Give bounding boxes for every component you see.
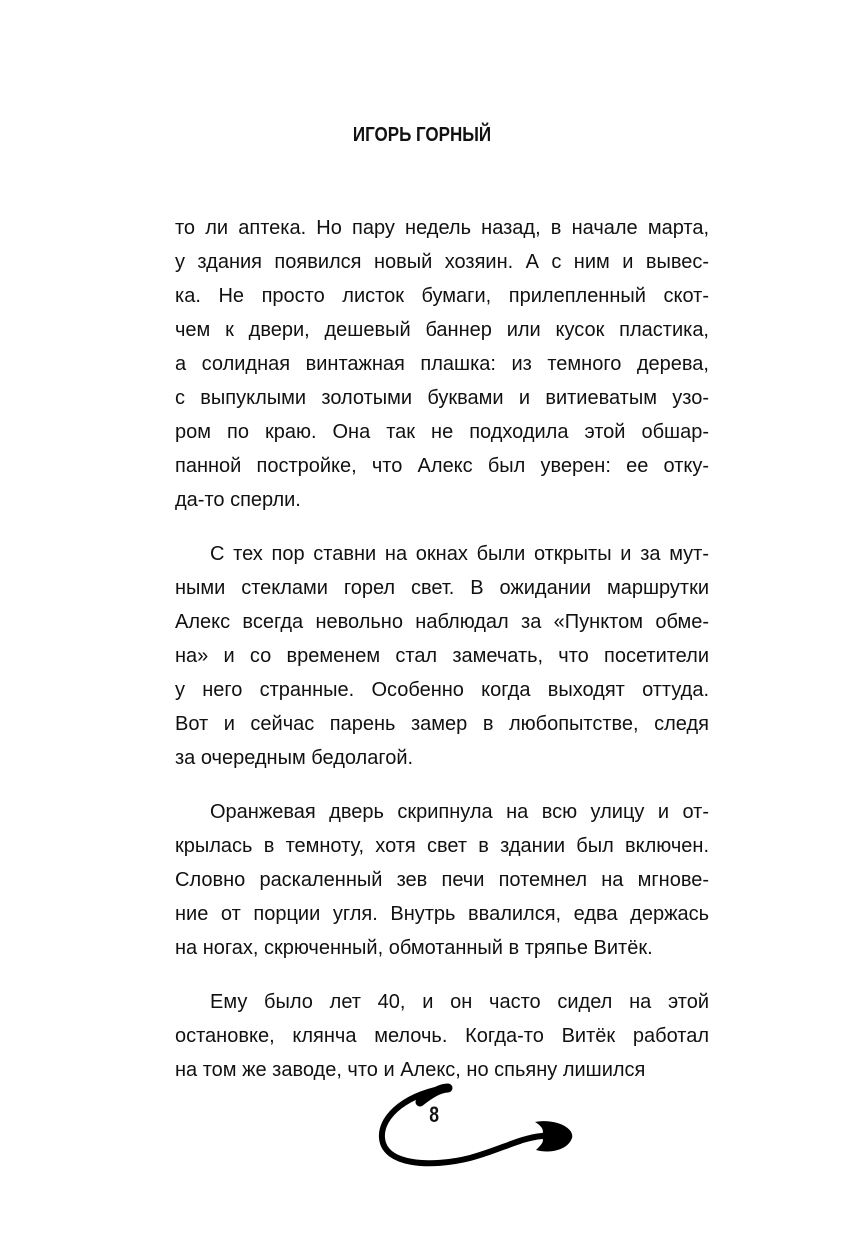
- text-line: ными стеклами горел свет. В ожидании маршрутки: [175, 577, 709, 599]
- paragraph: [175, 211, 709, 517]
- paragraph: [175, 537, 709, 775]
- text-line: панной постройке, что Алекс был уверен: ее отку-: [175, 455, 709, 477]
- paragraph: [175, 795, 709, 965]
- text-line: ром по краю. Она так не подходила этой обшар-: [175, 421, 709, 443]
- text-line: Словно раскаленный зев печи потемнел на мгнове-: [175, 869, 709, 891]
- body-text: [175, 211, 709, 1087]
- text-line: да-то сперли.: [175, 489, 301, 511]
- text-line: на том же заводе, что и Алекс, но спьяну лишился: [175, 1059, 646, 1081]
- text-line: на ногах, скрюченный, обмотанный в тряпье Витёк.: [175, 937, 653, 959]
- text-line: на» и со временем стал замечать, что посетители: [175, 645, 709, 667]
- text-line: ка. Не просто листок бумаги, прилепленный скот-: [175, 285, 709, 307]
- text-line: у здания появился новый хозяин. А с ним и вывес-: [175, 251, 709, 273]
- text-line: у него странные. Особенно когда выходят оттуда.: [175, 679, 709, 701]
- text-line: за очередным бедолагой.: [175, 747, 414, 769]
- text-line: Вот и сейчас парень замер в любопытстве, следя: [175, 713, 709, 735]
- text-line: остановке, клянча мелочь. Когда-то Витёк работал: [175, 1025, 709, 1047]
- text-line: а солидная винтажная плашка: из темного дерева,: [175, 353, 709, 375]
- page-number: 8: [429, 1102, 440, 1127]
- text-line: С тех пор ставни на окнах были открыты и за мут-: [210, 543, 709, 565]
- paragraph: [175, 985, 709, 1087]
- text-line: крылась в темноту, хотя свет в здании был включен.: [175, 835, 709, 857]
- page-ornament-swirl-icon: [370, 1080, 580, 1170]
- text-line: чем к двери, дешевый баннер или кусок пластика,: [175, 319, 709, 341]
- text-line: Оранжевая дверь скрипнула на всю улицу и от-: [210, 801, 709, 823]
- text-line: ние от порции угля. Внутрь ввалился, едва держась: [175, 903, 709, 925]
- text-line: Алекс всегда невольно наблюдал за «Пунктом обме-: [175, 611, 709, 633]
- text-line: с выпуклыми золотыми буквами и витиеватым узо-: [175, 387, 709, 409]
- text-line: то ли аптека. Но пару недель назад, в начале марта,: [175, 217, 709, 239]
- text-line: Ему было лет 40, и он часто сидел на этой: [210, 991, 709, 1013]
- running-header-author: ИГОРЬ ГОРНЫЙ: [352, 124, 492, 146]
